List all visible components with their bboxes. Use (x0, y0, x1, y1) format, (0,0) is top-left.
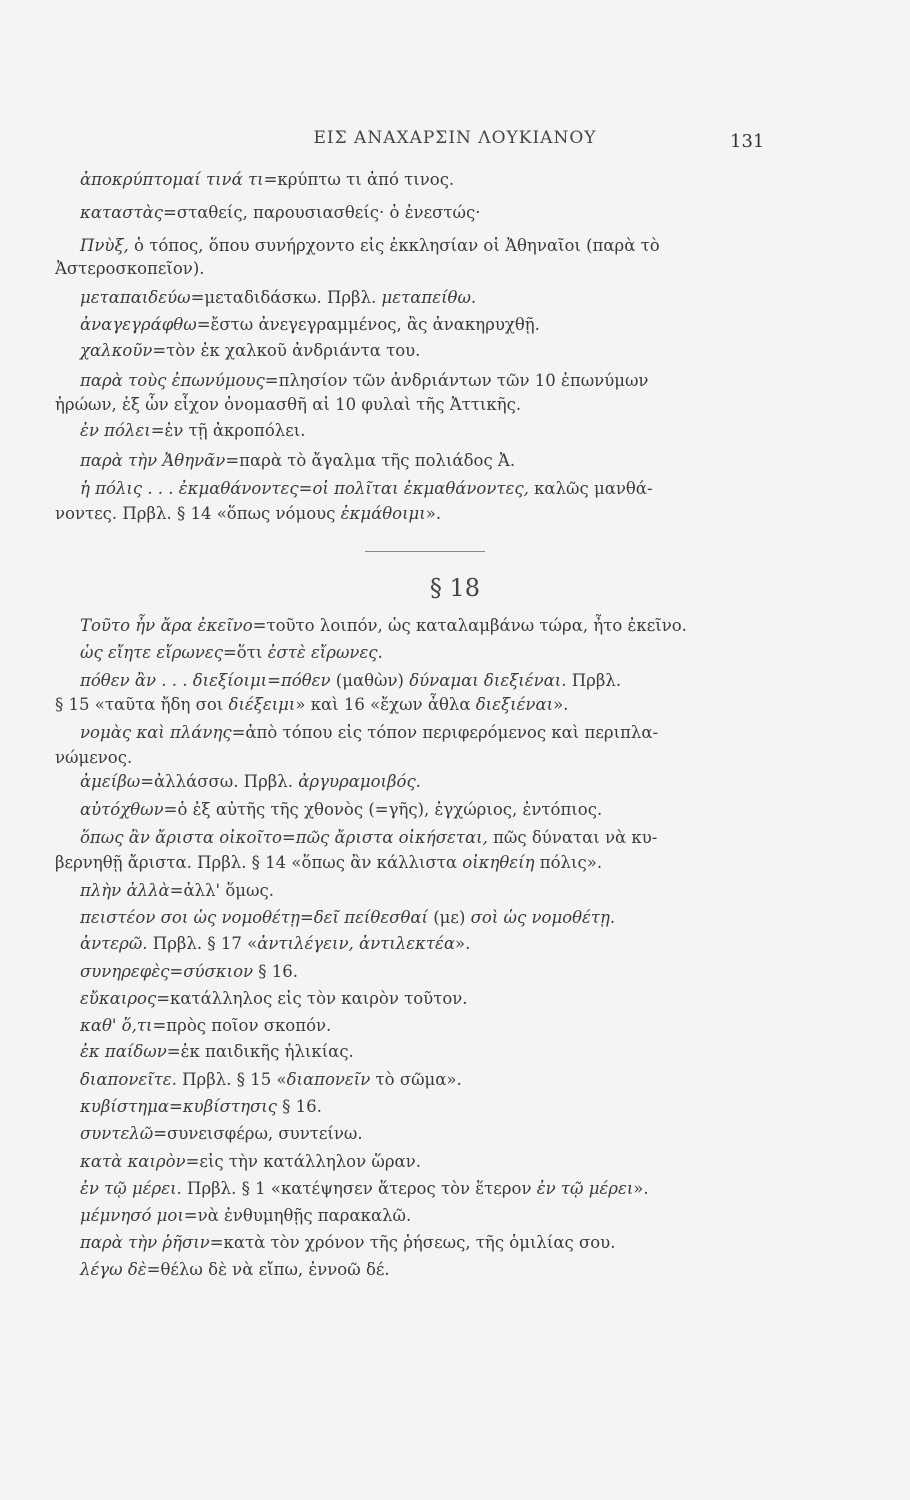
note-line: νομὰς καὶ πλάνης=ἀπὸ τόπου εἰς τόπον περιφερόμενος καὶ περιπλα- (80, 723, 659, 742)
note-line: διαπονεῖτε. Πρβλ. § 15 «διαπονεῖν τὸ σῶμα». (80, 1070, 462, 1089)
note-line: πόθεν ἂν . . . διεξίοιμι=πόθεν (μαθὼν) δύναμαι διεξιέναι. Πρβλ. (80, 671, 622, 690)
note-line: παρὰ τὴν ῥῆσιν=κατὰ τὸν χρόνον τῆς ῥήσεως, τῆς ὁμιλίας σου. (80, 1233, 616, 1252)
note-line: ἀναγεγράφθω=ἔστω ἀνεγεγραμμένος, ἂς ἀνακηρυχθῇ. (80, 315, 540, 334)
note-line: κατὰ καιρὸν=εἰς τὴν κατάλληλον ὥραν. (80, 1152, 421, 1171)
note-line-continuation: Ἀστεροσκοπεῖον). (55, 259, 205, 278)
note-line: Τοῦτο ἦν ἄρα ἐκεῖνο=τοῦτο λοιπόν, ὡς καταλαμβάνω τώρα, ἦτο ἐκεῖνο. (80, 616, 687, 635)
note-line: πειστέον σοι ὡς νομοθέτῃ=δεῖ πείθεσθαί (με) σοὶ ὡς νομοθέτῃ. (80, 908, 616, 927)
section-divider (365, 551, 485, 552)
note-line: ἐν τῷ μέρει. Πρβλ. § 1 «κατέψησεν ἅτερος τὸν ἕτερον ἐν τῷ μέρει». (80, 1179, 649, 1198)
note-line: ἀποκρύπτομαί τινά τι=κρύπτω τι ἀπό τινος. (80, 170, 455, 189)
note-line: κυβίστημα=κυβίστησις § 16. (80, 1097, 322, 1116)
note-line: μεταπαιδεύω=μεταδιδάσκω. Πρβλ. μεταπείθω. (80, 288, 477, 307)
note-line: λέγω δὲ=θέλω δὲ νὰ εἴπω, ἐννοῶ δέ. (80, 1260, 390, 1279)
note-line: συντελῶ=συνεισφέρω, συντείνω. (80, 1124, 363, 1143)
note-line-continuation: ἡρώων, ἐξ ὧν εἶχον ὀνομασθῆ αἱ 10 φυλαὶ τῆς Ἀττικῆς. (55, 395, 522, 414)
note-line: ἀμείβω=ἀλλάσσω. Πρβλ. ἀργυραμοιβός. (80, 772, 421, 791)
note-line: παρὰ τὴν Ἀθηνᾶν=παρὰ τὸ ἄγαλμα τῆς πολιάδος Ἀ. (80, 451, 516, 470)
note-line-continuation: νοντες. Πρβλ. § 14 «ὅπως νόμους ἐκμάθοιμι». (55, 504, 442, 523)
note-line: ἐκ παίδων=ἐκ παιδικῆς ἡλικίας. (80, 1042, 354, 1061)
note-line-continuation: βερνηθῇ ἄριστα. Πρβλ. § 14 «ὅπως ἂν κάλλιστα οἰκηθείη πόλις». (55, 853, 603, 872)
page-number: 131 (730, 131, 765, 152)
note-line: ἐν πόλει=ἐν τῇ ἀκροπόλει. (80, 421, 306, 440)
note-line: καθ' ὅ,τι=πρὸς ποῖον σκοπόν. (80, 1016, 332, 1035)
running-head: ΕΙΣ ΑΝΑΧΑΡΣΙΝ ΛΟΥΚΙΑΝΟΥ (313, 128, 597, 148)
section-heading: § 18 (429, 574, 481, 602)
note-line: αὐτόχθων=ὁ ἐξ αὐτῆς τῆς χθονὸς (=γῆς), ἐγχώριος, ἐντόπιος. (80, 800, 603, 819)
note-line: ἀντερῶ. Πρβλ. § 17 «ἀντιλέγειν, ἀντιλεκτέα». (80, 934, 471, 953)
note-line: καταστὰς=σταθείς, παρουσιασθείς· ὁ ἐνεστώς· (80, 203, 481, 222)
note-line: χαλκοῦν=τὸν ἐκ χαλκοῦ ἀνδριάντα του. (80, 341, 421, 360)
note-line: ὡς εἴητε εἴρωνες=ὅτι ἐστὲ εἴρωνες. (80, 643, 383, 662)
note-line-continuation: νώμενος. (55, 748, 133, 767)
note-line: ἡ πόλις . . . ἐκμαθάνοντες=οἱ πολῖται ἐκμαθάνοντες, καλῶς μανθά- (80, 479, 653, 498)
note-line: μέμνησό μοι=νὰ ἐνθυμηθῇς παρακαλῶ. (80, 1206, 412, 1225)
note-line: παρὰ τοὺς ἐπωνύμους=πλησίον τῶν ἀνδριάντων τῶν 10 ἐπωνύμων (80, 371, 649, 390)
note-line: Πνὺξ, ὁ τόπος, ὅπου συνήρχοντο εἰς ἐκκλησίαν οἱ Ἀθηναῖοι (παρὰ τὸ (80, 236, 660, 255)
note-line: εὔκαιρος=κατάλληλος εἰς τὸν καιρὸν τοῦτον. (80, 989, 468, 1008)
note-line-continuation: § 15 «ταῦτα ἤδη σοι διέξειμι» καὶ 16 «ἔχων ἆθλα διεξιέναι». (55, 695, 569, 714)
note-line: ὅπως ἂν ἄριστα οἰκοῖτο=πῶς ἄριστα οἰκήσεται, πῶς δύναται νὰ κυ- (80, 828, 658, 847)
note-line: πλὴν ἀλλὰ=ἀλλ' ὅμως. (80, 881, 274, 900)
note-line: συνηρεφὲς=σύσκιον § 16. (80, 962, 299, 981)
